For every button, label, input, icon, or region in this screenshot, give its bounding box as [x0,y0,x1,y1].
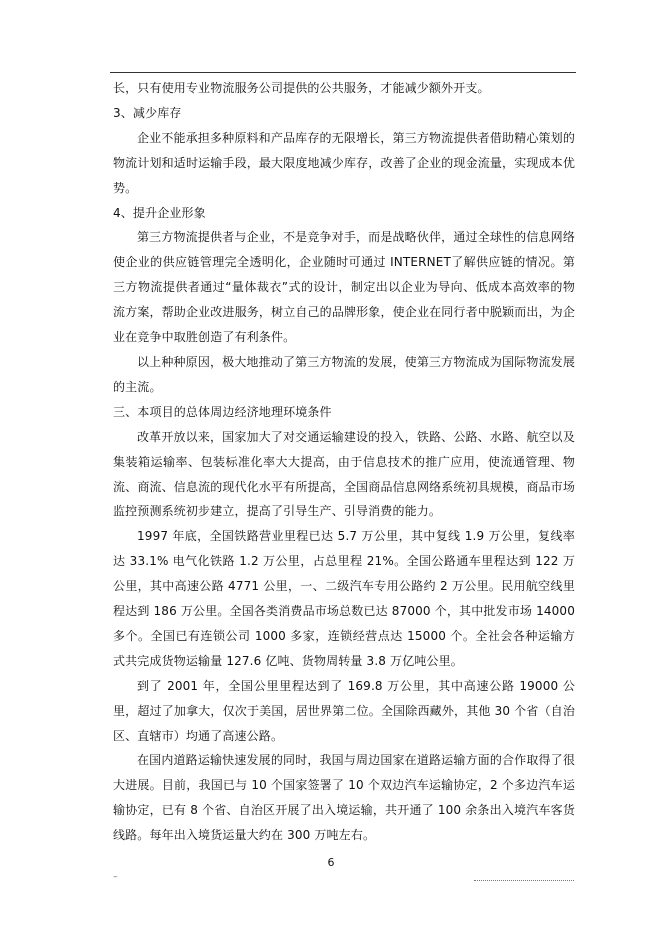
footer-mark: – [113,872,118,882]
section-heading: 三、本项目的总体周边经济地理环境条件 [113,404,332,419]
paragraph: 以上种种原因，极大地推动了第三方物流的发展，使第三方物流成为国际物流发展的主流。 [113,354,575,394]
footer-dotted-line [474,880,574,881]
header-rule [110,72,576,73]
section-heading: 4、提升企业形象 [113,205,206,220]
document-body [113,76,575,848]
paragraph: 在国内道路运输快速发展的同时，我国与周边国家在道路运输方面的合作取得了很大进展。目前，我国已与 10 个国家签署了 10 个双边汽车运输协定，2 个多边汽车运输协定，已有 8 个省、自治区开展了出入境运输，共开通了 100 余条出入境汽车客货线路。每年出入境货运量大约在 300 万吨左右。 [113,753,575,843]
section-heading: 3、减少库存 [113,105,182,120]
paragraph: 到了 2001 年，全国公里里程达到了 169.8 万公里，其中高速公路 19000 公里，超过了加拿大，仅次于美国，居世界第二位。全国除西藏外，其他 30 个省（自治区、直辖市）均通了高速公路。 [113,678,575,743]
paragraph: 长，只有使用专业物流服务公司提供的公共服务，才能减少额外开支。 [113,81,490,95]
page-number: 6 [327,856,335,869]
paragraph: 企业不能承担多种原料和产品库存的无限增长，第三方物流提供者借助精心策划的物流计划和适时运输手段，最大限度地减少库存，改善了企业的现金流量，实现成本优势。 [113,130,575,195]
paragraph: 1997 年底，全国铁路营业里程已达 5.7 万公里，其中复线 1.9 万公里，复线率达 33.1% 电气化铁路 1.2 万公里，占总里程 21%。全国公路通车里程达到 122 万公里，其中高速公路 4771 公里，一、二级汽车专用公路约 2 万公里。民用航空线里程达到 186 万公里。全国各类消费品市场总数已达 87000 个，其中批发市场 14000 多个。全国已有连锁公司 1000 多家，连锁经营点达 15000 个。全社会各种运输方式共完成货物运输量 127.6 亿吨、货物周转量 3.8 万亿吨公里。 [113,529,575,668]
paragraph: 改革开放以来，国家加大了对交通运输建设的投入，铁路、公路、水路、航空以及集装箱运输率、包装标准化率大大提高，由于信息技术的推广应用，使流通管理、物流、商流、信息流的现代化水平有所提高，全国商品信息网络系统初具规模，商品市场监控预测系统初步建立，提高了引导生产、引导消费的能力。 [113,429,575,519]
paragraph: 第三方物流提供者与企业，不是竞争对手，而是战略伙伴，通过全球性的信息网络使企业的供应链管理完全透明化，企业随时可通过 INTERNET了解供应链的情况。第三方物流提供者通过“量体裁衣”式的设计，制定出以企业为导向、低成本高效率的物流方案，帮助企业改进服务，树立自己的品牌形象，使企业在同行者中脱颖而出，为企业在竞争中取胜创造了有利条件。 [113,230,575,345]
